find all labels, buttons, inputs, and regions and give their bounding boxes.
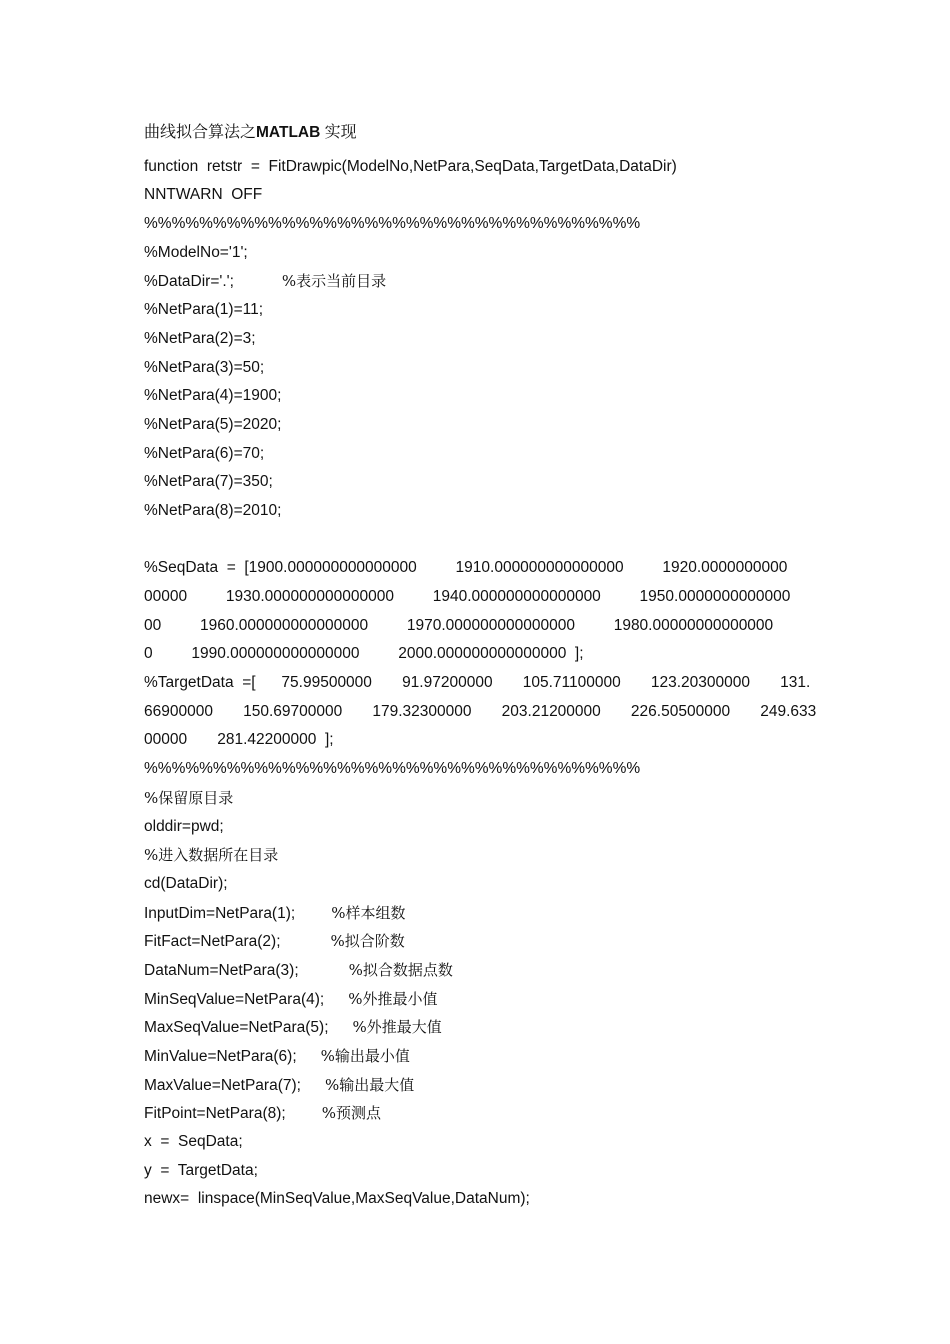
code-text: MaxSeqValue=NetPara(5); [144,1019,329,1037]
code-line-minvalue [144,1042,814,1071]
code-line-netpara-3: %NetPara(3)=50; [144,358,265,376]
code-line-netpara-7: %NetPara(7)=350; [144,473,273,491]
code-line-netpara-5: %NetPara(5)=2020; [144,415,282,433]
code-comment: %输出最小值 [320,1047,410,1065]
code-line-inputdim [144,899,814,928]
code-line-separator: %%%%%%%%%%%%%%%%%%%%%%%%%%%%%%%%%%%% [144,760,641,778]
title-chinese-prefix: 曲线拟合算法之 [144,122,257,141]
code-line-netpara-1: %NetPara(1)=11; [144,301,264,319]
title-matlab: MATLAB [256,124,321,141]
code-line-separator: %%%%%%%%%%%%%%%%%%%%%%%%%%%%%%%%%%%% [144,215,641,233]
code-line-y: y = TargetData; [144,1161,258,1179]
code-line-modelno: %ModelNo='1'; [144,243,248,261]
code-comment: %预测点 [321,1104,381,1123]
code-line-fitfact [144,927,814,956]
code-text: MinSeqValue=NetPara(4); [144,990,325,1008]
code-comment-keep-dir: %保留原目录 [144,788,234,807]
code-text: MinValue=NetPara(6); [144,1048,297,1065]
code-comment: %样本组数 [331,903,406,922]
code-line-seqdata-1: %SeqData = [1900.000000000000000 1910.000000000000000 1920.0000000000 [144,559,788,577]
code-line-seqdata-3: 00 1960.000000000000000 1970.000000000000000 1980.00000000000000 [144,616,774,634]
code-line-x: x = SeqData; [144,1133,243,1151]
code-line-targetdata-1: %TargetData =[ 75.99500000 91.97200000 105.71100000 123.20300000 131. [144,674,811,692]
code-line-netpara-6: %NetPara(6)=70; [144,444,265,462]
code-line-targetdata-3: 00000 281.42200000 ]; [144,731,334,749]
code-line-datanum [144,956,814,985]
code-line-netpara-2: %NetPara(2)=3; [144,329,256,347]
code-line-maxseqvalue [144,1013,814,1042]
code-text: InputDim=NetPara(1); [144,904,296,922]
document-body [144,118,817,1214]
code-line-targetdata-2: 66900000 150.69700000 179.32300000 203.21200000 226.50500000 249.633 [144,702,817,720]
document-title [144,118,814,147]
code-comment: %拟合数据点数 [348,960,453,979]
code-line-function: function retstr = FitDrawpic(ModelNo,NetPara,SeqData,TargetData,DataDir) [144,157,677,175]
blank-line [144,526,814,555]
code-text: FitPoint=NetPara(8); [144,1105,286,1123]
code-line-datadir [144,267,814,296]
code-line-maxvalue [144,1071,814,1100]
code-comment: %表示当前目录 [281,272,387,291]
code-line-cd: cd(DataDir); [144,874,228,892]
code-line-olddir: olddir=pwd; [144,817,224,835]
code-line-fitpoint [144,1099,814,1128]
code-comment-enter-dir: %进入数据所在目录 [144,846,279,865]
code-line-netpara-4: %NetPara(4)=1900; [144,387,282,405]
code-text: MaxValue=NetPara(7); [144,1076,301,1094]
code-text: DataNum=NetPara(3); [144,961,299,979]
code-line-seqdata-2: 00000 1930.000000000000000 1940.000000000000000 1950.0000000000000 [144,588,791,605]
code-text: %DataDir='.'; [144,273,234,291]
code-line-netpara-8: %NetPara(8)=2010; [144,501,282,519]
code-text: FitFact=NetPara(2); [144,933,281,951]
code-line-seqdata-4: 0 1990.000000000000000 2000.000000000000000 ]; [144,645,584,663]
code-line-nntwarn: NNTWARN OFF [144,186,263,204]
code-comment: %外推最大值 [352,1018,442,1037]
code-comment: %外推最小值 [348,989,438,1008]
code-comment: %拟合阶数 [330,932,405,951]
code-comment: %输出最大值 [324,1075,415,1094]
title-chinese-suffix: 实现 [324,122,357,141]
code-line-newx: newx= linspace(MinSeqValue,MaxSeqValue,DataNum); [144,1190,530,1208]
code-line-minseqvalue [144,985,814,1014]
